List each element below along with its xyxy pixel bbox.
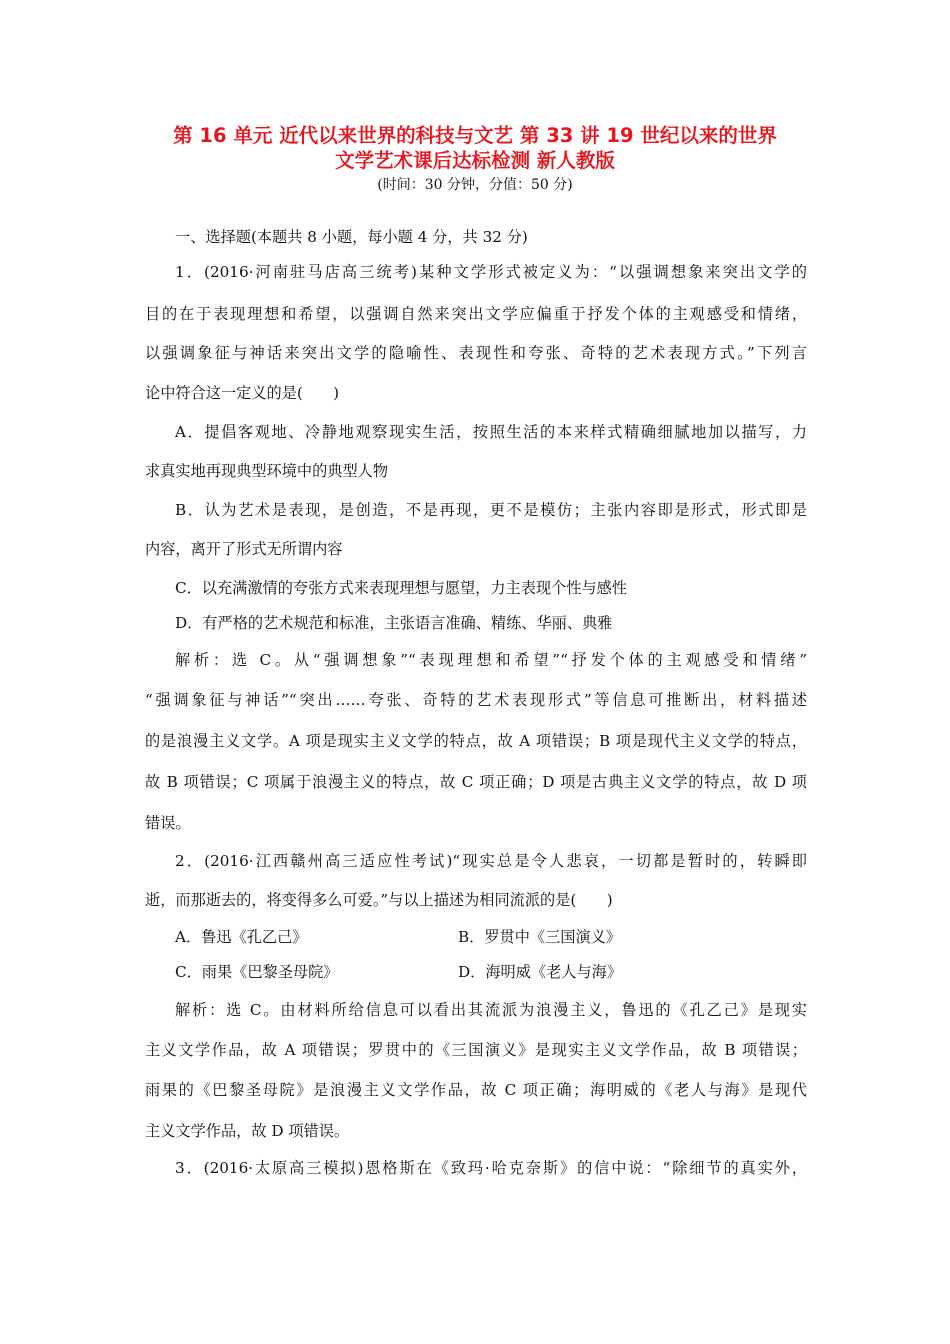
section-heading: 一、选择题(本题共 8 小题，每小题 4 分，共 32 分)	[175, 228, 528, 246]
q2-option-b: B．罗贯中《三国演义》	[458, 928, 622, 946]
q1-analysis-line: 故 B 项错误；C 项属于浪漫主义的特点，故 C 项正确；D 项是古典主义文学的特点，故 D 项	[145, 773, 807, 791]
q3-stem-line: 3．(2016·太原高三模拟)恩格斯在《致玛·哈克奈斯》的信中说：“除细节的真实外，	[175, 1159, 807, 1177]
exam-time-score: (时间：30 分钟，分值：50 分)	[377, 177, 573, 193]
q1-stem-line: 论中符合这一定义的是( )	[145, 384, 340, 402]
q1-analysis-line: “强调象征与神话”“突出……夸张、奇特的艺术表现形式”等信息可推断出，材料描述	[145, 691, 807, 709]
q1-analysis-line: 的是浪漫主义文学。A 项是现实主义文学的特点，故 A 项错误；B 项是现代主义文学的特点，	[145, 732, 807, 750]
q1-stem-line: 目的在于表现理想和希望，以强调自然来突出文学应偏重于抒发个体的主观感受和情绪，	[145, 305, 807, 323]
q1-option-c: C．以充满激情的夸张方式来表现理想与愿望，力主表现个性与感性	[175, 579, 628, 597]
q2-option-a: A．鲁迅《孔乙己》	[175, 928, 308, 946]
document-title-line-1: 第 16 单元 近代以来世界的科技与文艺 第 33 讲 19 世纪以来的世界	[173, 124, 777, 147]
q1-option-b: B．认为艺术是表现，是创造，不是再现，更不是模仿；主张内容即是形式，形式即是	[175, 501, 807, 519]
q1-analysis-line: 错误。	[145, 814, 191, 832]
q2-option-c: C．雨果《巴黎圣母院》	[175, 963, 339, 981]
q1-option-b-cont: 内容，离开了形式无所谓内容	[145, 540, 343, 558]
q1-option-a-cont: 求真实地再现典型环境中的典型人物	[145, 462, 388, 480]
document-title-line-2: 文学艺术课后达标检测 新人教版	[335, 149, 615, 172]
q1-stem-line: 1．(2016·河南驻马店高三统考)某种文学形式被定义为：“以强调想象来突出文学的	[175, 263, 807, 281]
q2-analysis-line: 雨果的《巴黎圣母院》是浪漫主义文学作品，故 C 项正确；海明威的《老人与海》是现代	[145, 1081, 807, 1099]
q1-analysis-line: 解析：选 C。从“强调想象”“表现理想和希望”“抒发个体的主观感受和情绪”	[175, 651, 807, 669]
q1-option-a: A．提倡客观地、冷静地观察现实生活，按照生活的本来样式精确细腻地加以描写，力	[175, 423, 807, 441]
q2-analysis-line: 解析：选 C。由材料所给信息可以看出其流派为浪漫主义，鲁迅的《孔乙己》是现实	[175, 1001, 807, 1019]
q1-option-d: D．有严格的艺术规范和标准，主张语言准确、精练、华丽、典雅	[175, 614, 613, 632]
q2-analysis-line: 主义文学作品，故 A 项错误；罗贯中的《三国演义》是现实主义文学作品，故 B 项错误；	[145, 1041, 807, 1059]
q1-stem-line: 以强调象征与神话来突出文学的隐喻性、表现性和夸张、奇特的艺术表现方式。”下列言	[145, 344, 807, 362]
q2-stem-line: 2．(2016·江西赣州高三适应性考试)“现实总是令人悲哀，一切都是暂时的，转瞬即	[175, 852, 807, 870]
q2-analysis-line: 主义文学作品，故 D 项错误。	[145, 1122, 350, 1140]
q2-stem-line: 逝，而那逝去的，将变得多么可爱。”与以上描述为相同流派的是( )	[145, 891, 613, 909]
q2-option-d: D．海明威《老人与海》	[458, 963, 623, 981]
